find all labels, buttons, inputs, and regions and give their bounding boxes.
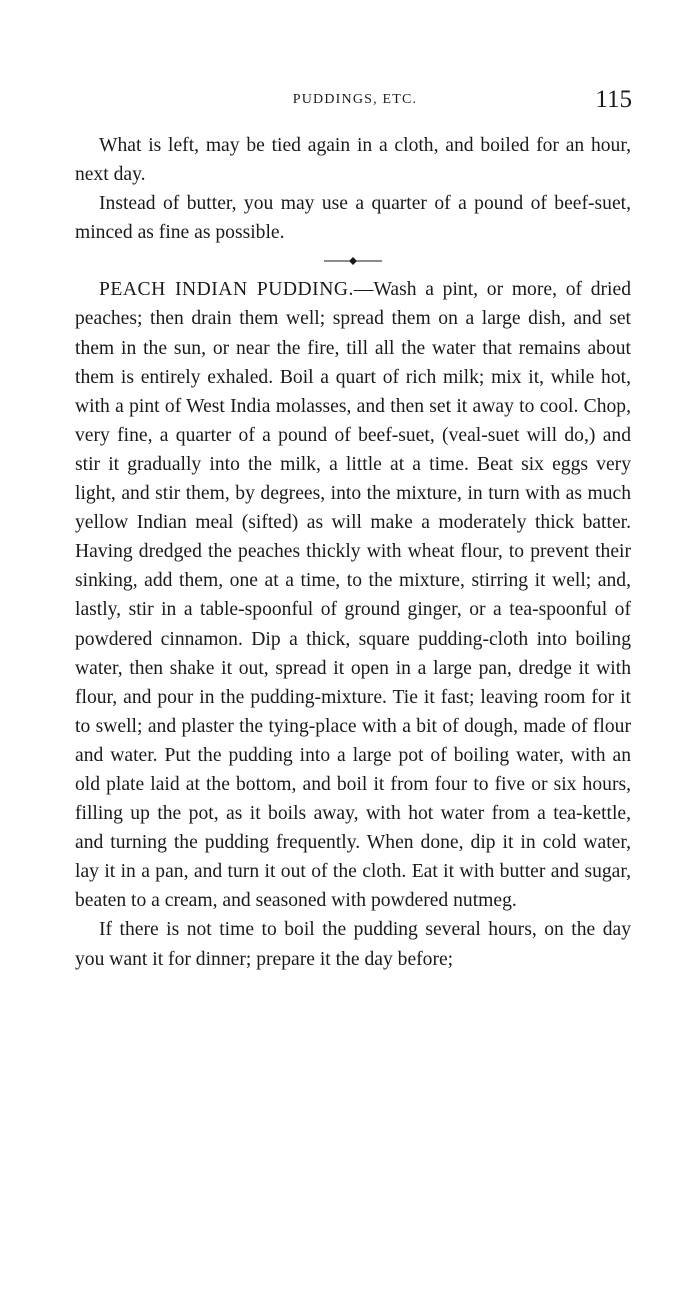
recipe-paragraph [75,275,631,915]
recipe-instructions: —Wash a pint, or more, of dried peaches; then drain them well; spread them on a large dish, and set them in the sun, or near the fire, till all the water that remains about them is entirely exhaled. Boil a quart of rich milk; mix it, while hot, with a pint of West India molasses, and then set it away to cool. Chop, very fine, a quarter of a pound of beef-suet, (veal-suet will do,) and stir it gradually into the milk, a little at a time. Beat six eggs very light, and stir them, by degrees, into the mixture, in turn with as much yellow Indian meal (sifted) as will make a moderately thick batter. Having dredged the peaches thickly with wheat flour, to prevent their sinking, add them, one at a time, to the mixture, stirring it well; and, lastly, stir in a table-spoonful of ground ginger, or a tea-spoonful of powdered cinnamon. Dip a thick, square pudding-cloth into boiling water, then shake it out, spread it open in a large pan, dredge it with flour, and pour in the pudding-mixture. Tie it fast; leaving room for it to swell; and plaster the tying-place with a bit of dough, made of flour and water. Put the pudding into a large pot of boiling water, with an old plate laid at the bottom, and boil it from four to five or six hours, filling up the pot, as it boils away, with hot water from a tea-kettle, and turning the pudding frequently. When done, dip it in cold water, lay it in a pan, and turn it out of the cloth. Eat it with butter and sugar, beaten to a cream, and seasoned with powdered nutmeg. [75,279,631,912]
recipe-title: PEACH INDIAN PUDDING. [99,279,354,301]
running-head [0,88,700,118]
paragraph-suet-variant: Instead of butter, you may use a quarter of a pound of beef-suet, minced as fine as possible. [75,193,631,244]
body-text [75,131,631,974]
running-title: PUDDINGS, ETC. [292,92,418,107]
page-number: 115 [595,86,632,113]
section-divider-ornament [318,253,388,269]
paragraph-make-ahead: If there is not time to boil the pudding several hours, on the day you want it for dinner; prepare it the day before; [75,919,631,970]
paragraph-leftover: What is left, may be tied again in a cloth, and boiled for an hour, next day. [75,135,631,186]
